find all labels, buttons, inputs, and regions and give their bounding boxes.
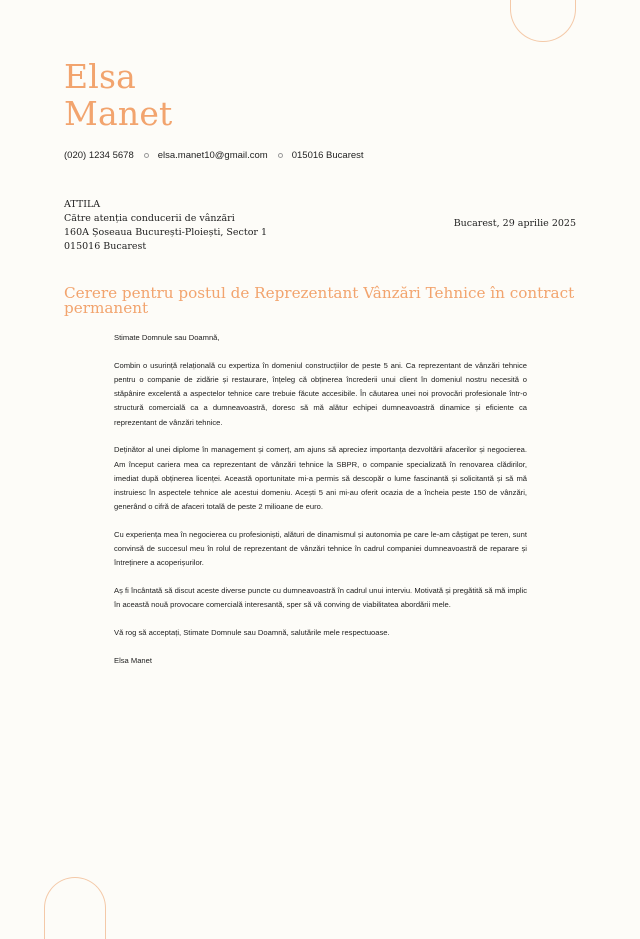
letter-subject: Cerere pentru postul de Reprezentant Vânzări Tehnice în contract permanent <box>64 284 575 317</box>
recipient-block <box>64 198 267 254</box>
recipient-attention: Către atenția conducerii de vânzări <box>64 213 235 224</box>
sender-address: 015016 Bucarest <box>291 150 364 161</box>
letter-paragraph: Deținător al unei diplome în management și comerț, am ajuns să apreciez importanța dezvoltării afacerilor și negocierea. Am început cariera mea ca reprezentant de vânzări tehnice la SBPR, o companie specializată în renovarea clădirilor, imediat după obținerea licenței. Această oportunitate mi-a permis să descopăr o lume fascinantă și solicitantă și să mă instruiesc în aspectele tehnice ale acestui domeniu. Acești 5 ani mi-au oferit ocazia de a încheia peste 150 de vânzări, generând o cifră de afaceri totală de peste 2 milioane de euro. <box>114 445 527 512</box>
separator-dot-icon <box>278 153 283 158</box>
recipient-street: 160A Șoseaua București-Ploiești, Sector 1 <box>64 227 268 238</box>
sender-last-name: Manet <box>64 94 173 133</box>
decorative-arc-bottom <box>44 877 106 939</box>
letter-body <box>114 331 527 682</box>
decorative-arc-top <box>510 0 576 42</box>
letter-closing: Vă rog să acceptați, Stimate Domnule sau Doamnă, salutările mele respectuoase. <box>114 628 390 638</box>
sender-phone: (020) 1234 5678 <box>64 150 134 161</box>
letter-paragraph: Combin o usurință relațională cu expertiza în domeniul construcțiilor de peste 5 ani. Ca reprezentant de vânzări tehnice pentru o companie de zidărie și restaurare, înțeleg că obținerea încrederii unui client în domeniul nostru necesită o stăpânire excelentă a aspectelor tehnice care trebuie făcute accesibile. În căutarea unei noi provocări profesionale într-o structură comercială ca a dumneavoastră, doresc să mă alătur echipei dumneavoastră dinamice și eficiente ca reprezentant de vânzări tehnice. <box>114 360 527 427</box>
letter-signature: Elsa Manet <box>114 656 152 666</box>
recipient-city: 015016 Bucarest <box>64 241 147 252</box>
recipient-company: ATTILA <box>64 199 101 210</box>
sender-first-name: Elsa <box>64 57 137 96</box>
letter-date: Bucarest, 29 aprilie 2025 <box>453 218 576 229</box>
sender-email: elsa.manet10@gmail.com <box>157 150 268 161</box>
letter-paragraph: Aș fi încântată să discut aceste diverse puncte cu dumneavoastră în cadrul unui interviu. Motivată și pregătită să mă implic în această nouă provocare comercială interesantă, sper să vă conving de viabilitatea abordării mele. <box>114 586 527 610</box>
sender-name <box>64 58 173 132</box>
letter-greeting: Stimate Domnule sau Doamnă, <box>114 333 220 342</box>
separator-dot-icon <box>144 153 149 158</box>
contact-line <box>64 150 364 161</box>
letter-paragraph: Cu experiența mea în negocierea cu profesioniști, alături de dinamismul și autonomia pe care le-am câștigat pe teren, sunt convinsă de succesul meu în rolul de reprezentant de vânzări tehnice în cadrul companiei dumneavoastră de reparare și întreținere a acoperișurilor. <box>114 530 527 568</box>
